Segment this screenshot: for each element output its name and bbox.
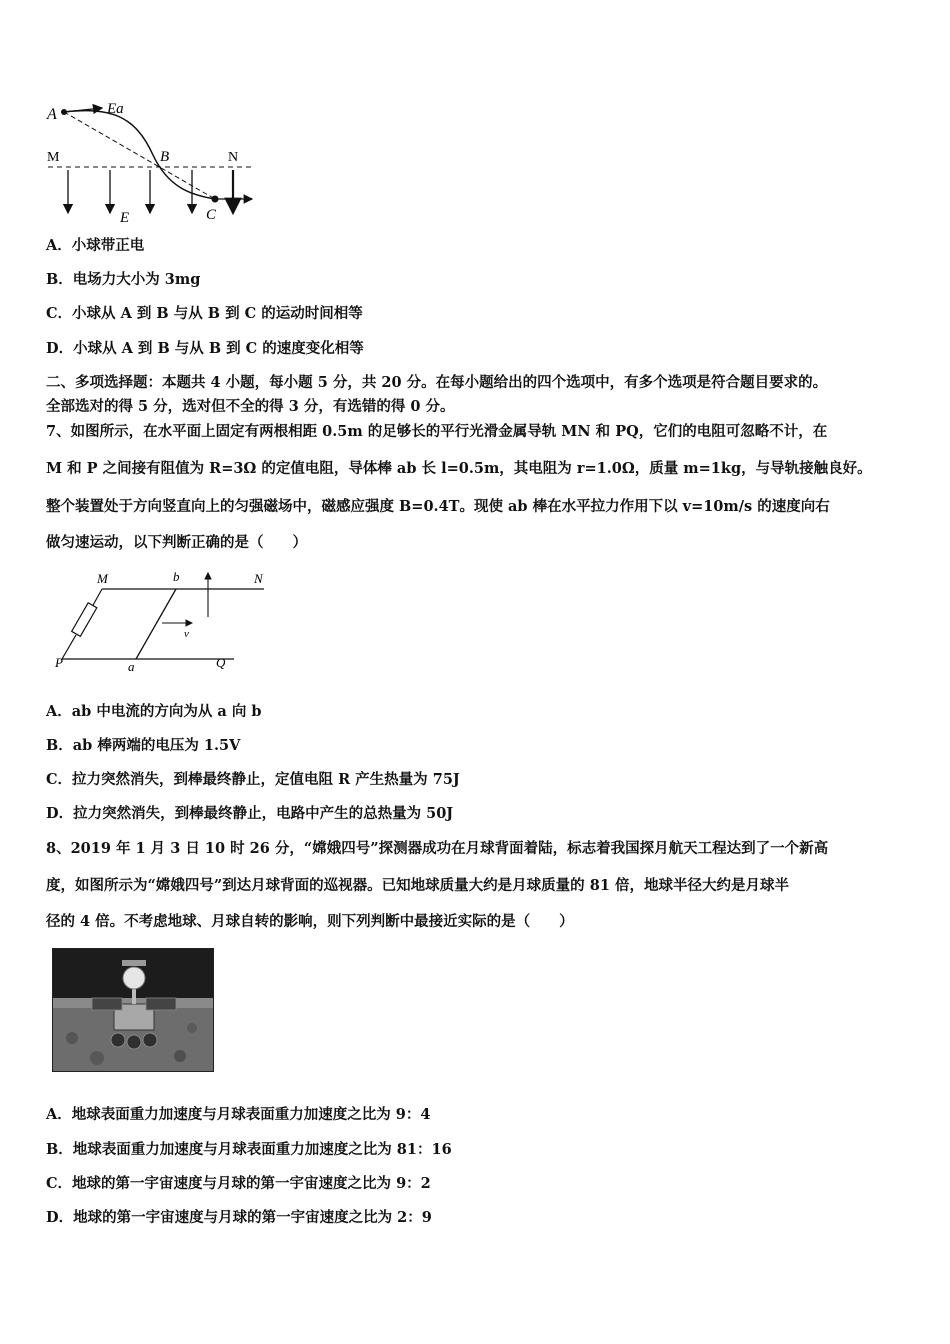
q7-option-b: B．ab 棒两端的电压为 1.5V xyxy=(46,737,241,754)
label-E: E xyxy=(120,210,130,226)
section2-line-2: 全部选对的得 5 分，选对但不全的得 3 分，有选错的得 0 分。 xyxy=(46,398,455,415)
q8-stem-line-1: 8、2019 年 1 月 3 日 10 时 26 分，“嫦娥四号”探测器成功在月球背面着陆，标志着我国探月航天工程达到了一个新高 xyxy=(46,840,829,857)
label-N: N xyxy=(228,150,239,165)
q6-option-c: C．小球从 A 到 B 与从 B 到 C 的运动时间相等 xyxy=(46,305,363,322)
q8-option-a: A．地球表面重力加速度与月球表面重力加速度之比为 9：4 xyxy=(46,1106,431,1123)
lunar-rover-photo xyxy=(52,948,214,1072)
rails-figure xyxy=(50,565,280,675)
q8-option-c: C．地球的第一宇宙速度与月球的第一宇宙速度之比为 9：2 xyxy=(46,1175,431,1192)
rail-label-P: P xyxy=(55,655,63,670)
label-Ea: Ea xyxy=(107,101,124,117)
field-trajectory-figure xyxy=(40,95,270,230)
q7-stem-line-2: M 和 P 之间接有阻值为 R=3Ω 的定值电阻，导体棒 ab 长 l=0.5m，其电阻为 r=1.0Ω，质量 m=1kg，与导轨接触良好。 xyxy=(46,460,872,477)
q8-option-d: D．地球的第一宇宙速度与月球的第一宇宙速度之比为 2：9 xyxy=(46,1209,432,1226)
q8-option-b: B．地球表面重力加速度与月球表面重力加速度之比为 81：16 xyxy=(46,1141,452,1158)
label-B: B xyxy=(160,149,170,165)
label-M: M xyxy=(47,150,60,165)
q7-stem-line-4: 做匀速运动，以下判断正确的是（ ） xyxy=(46,534,307,551)
q8-stem-line-3: 径的 4 倍。不考虑地球、月球自转的影响，则下列判断中最接近实际的是（ ） xyxy=(46,913,574,930)
label-A: A xyxy=(47,106,57,123)
q7-option-c: C．拉力突然消失，到棒最终静止，定值电阻 R 产生热量为 75J xyxy=(46,771,460,788)
section2-line-1: 二、多项选择题：本题共 4 小题，每小题 5 分，共 20 分。在每小题给出的四个选项中，有多个选项是符合题目要求的。 xyxy=(46,374,828,391)
q7-option-a: A．ab 中电流的方向为从 a 向 b xyxy=(46,703,262,720)
label-C: C xyxy=(206,207,217,223)
q6-option-d: D．小球从 A 到 B 与从 B 到 C 的速度变化相等 xyxy=(46,340,364,357)
q6-option-a: A．小球带正电 xyxy=(46,237,145,254)
rail-label-N: N xyxy=(254,571,263,586)
q6-option-b: B．电场力大小为 3mg xyxy=(46,271,201,288)
rail-label-v: v xyxy=(184,628,189,640)
q7-option-d: D．拉力突然消失，到棒最终静止，电路中产生的总热量为 50J xyxy=(46,805,454,822)
rail-label-M: M xyxy=(97,571,108,586)
q7-stem-line-3: 整个装置处于方向竖直向上的匀强磁场中，磁感应强度 B=0.4T。现使 ab 棒在水平拉力作用下以 v=10m/s 的速度向右 xyxy=(46,498,830,515)
q8-stem-line-2: 度，如图所示为“嫦娥四号”到达月球背面的巡视器。已知地球质量大约是月球质量的 81 倍，地球半径大约是月球半 xyxy=(46,877,789,894)
rail-label-a: a xyxy=(128,659,135,674)
rail-label-b: b xyxy=(173,569,180,584)
q7-stem-line-1: 7、如图所示，在水平面上固定有两根相距 0.5m 的足够长的平行光滑金属导轨 MN 和 PQ，它们的电阻可忽略不计，在 xyxy=(46,423,828,440)
rail-label-Q: Q xyxy=(216,655,226,670)
